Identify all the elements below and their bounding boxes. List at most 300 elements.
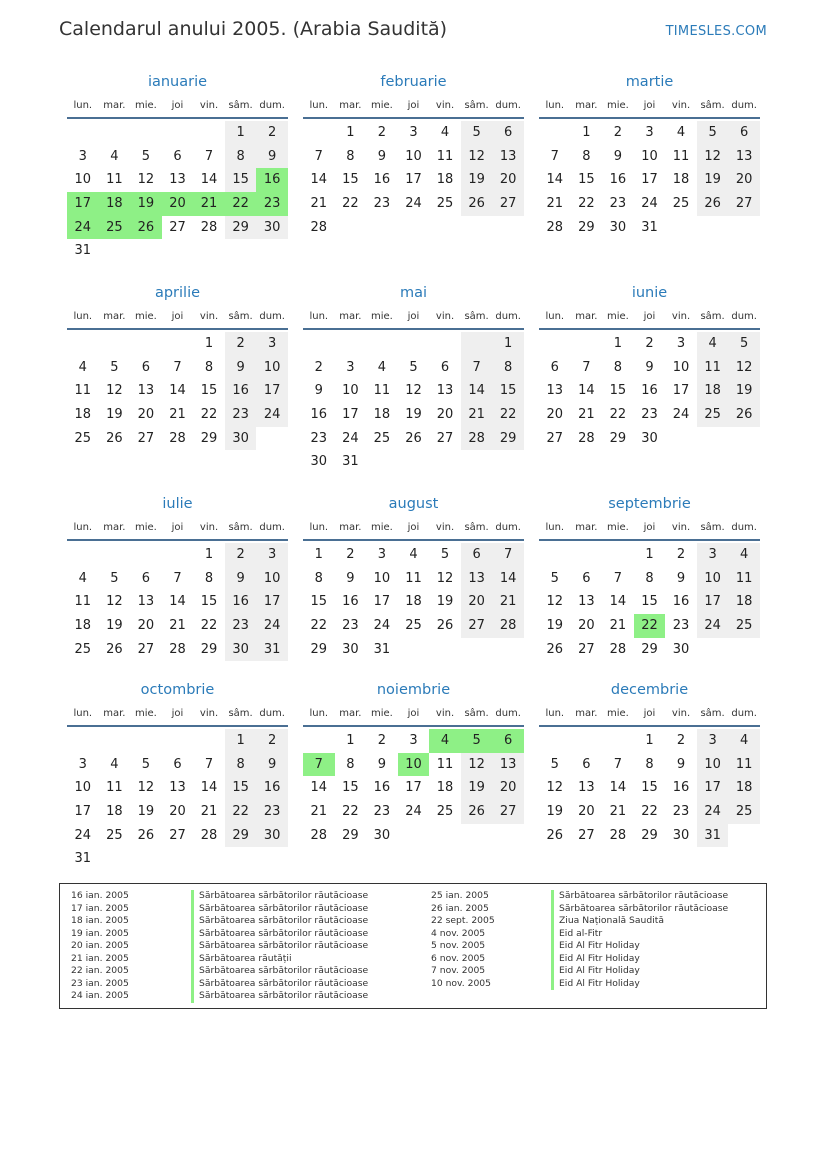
day-cell: 10 xyxy=(373,570,391,586)
day-cell: 18 xyxy=(74,618,92,634)
day-cell: 9 xyxy=(645,359,654,375)
week-row xyxy=(539,824,760,848)
day-cell: 26 xyxy=(106,430,123,446)
day-cell: 8 xyxy=(225,753,257,777)
day-cell: 24 xyxy=(74,827,92,843)
empty-day-cell xyxy=(697,216,729,240)
legend-date: 16 ian. 2005 xyxy=(71,890,129,901)
day-cell: 4 xyxy=(728,729,760,753)
day-cell: 30 xyxy=(256,824,288,848)
empty-day-cell xyxy=(571,332,603,356)
day-cell: 28 xyxy=(546,219,564,235)
site-link[interactable]: TIMESLES.COM xyxy=(665,24,767,39)
weekday-label: mie. xyxy=(370,100,393,111)
empty-day-cell xyxy=(130,847,162,871)
week-row xyxy=(539,567,760,591)
day-cell: 16 xyxy=(641,383,658,399)
day-cell: 15 xyxy=(225,168,257,192)
day-cell: 10 xyxy=(342,383,359,399)
day-cell: 15 xyxy=(492,379,524,403)
month-name: noiembrie xyxy=(376,682,451,698)
day-cell: 25 xyxy=(672,196,690,212)
day-cell: 10 xyxy=(74,172,92,188)
day-cell: 17 xyxy=(405,780,422,796)
day-cell: 16 xyxy=(672,780,690,796)
day-cell: 12 xyxy=(461,145,493,169)
day-cell: 20 xyxy=(492,776,524,800)
legend-holiday-name: Ziua Națională Saudită xyxy=(551,915,664,928)
weekday-label: vin. xyxy=(199,708,219,719)
day-cell: 1 xyxy=(582,125,591,140)
legend-holiday-name: Eid Al Fitr Holiday xyxy=(551,965,640,978)
day-cell: 23 xyxy=(672,804,690,820)
weekday-label: dum. xyxy=(259,311,285,322)
day-cell: 1 xyxy=(645,547,654,562)
day-cell: 21 xyxy=(578,407,595,423)
day-cell: 29 xyxy=(200,430,218,446)
day-cell: 15 xyxy=(609,383,627,399)
weekday-label: dum. xyxy=(259,100,285,111)
day-cell: 18 xyxy=(728,776,760,800)
empty-day-cell xyxy=(303,332,335,356)
week-row xyxy=(539,379,760,403)
weekday-label: joi xyxy=(643,311,656,322)
weekday-header xyxy=(303,306,524,330)
empty-day-cell xyxy=(539,332,571,356)
day-cell: 11 xyxy=(74,594,92,610)
week-row xyxy=(67,638,288,662)
day-cell: 12 xyxy=(546,780,564,796)
day-cell: 26 xyxy=(436,618,454,634)
day-cell: 27 xyxy=(169,219,186,235)
day-cell: 3 xyxy=(78,148,87,164)
day-cell: 6 xyxy=(582,756,591,772)
empty-day-cell xyxy=(303,121,335,145)
legend-date: 7 nov. 2005 xyxy=(431,965,486,976)
day-cell: 6 xyxy=(550,359,559,375)
legend-row xyxy=(60,990,368,1003)
day-cell: 7 xyxy=(492,543,524,567)
empty-day-cell xyxy=(398,638,430,662)
month-ianuarie xyxy=(67,73,288,263)
weekday-label: dum. xyxy=(731,100,757,111)
weekday-label: lun. xyxy=(545,100,565,111)
empty-day-cell xyxy=(697,638,729,662)
day-cell: 28 xyxy=(200,219,218,235)
day-cell: 10 xyxy=(74,780,92,796)
day-cell: 2 xyxy=(256,729,288,753)
empty-day-cell xyxy=(67,543,99,567)
weekday-label: joi xyxy=(407,522,420,533)
week-row xyxy=(539,145,760,169)
legend-date: 24 ian. 2005 xyxy=(71,990,129,1001)
month-name: aprilie xyxy=(154,285,201,301)
week-row xyxy=(303,403,524,427)
day-cell: 14 xyxy=(546,172,564,188)
day-cell: 29 xyxy=(492,427,524,451)
day-cell: 24 xyxy=(342,430,359,446)
day-cell: 7 xyxy=(613,756,623,772)
day-cell: 23 xyxy=(609,196,627,212)
week-row xyxy=(539,168,760,192)
week-row xyxy=(539,121,760,145)
day-cell: 14 xyxy=(609,780,627,796)
day-cell: 21 xyxy=(169,618,186,634)
day-cell: 5 xyxy=(461,121,493,145)
day-cell: 13 xyxy=(492,145,524,169)
day-cell: 27 xyxy=(578,641,595,657)
day-cell: 19 xyxy=(106,618,123,634)
day-cell: 27 xyxy=(492,192,524,216)
day-cell: 2 xyxy=(377,733,387,748)
day-cell: 13 xyxy=(578,594,595,610)
day-cell: 25 xyxy=(728,800,760,824)
week-row xyxy=(539,614,760,638)
legend-date: 23 ian. 2005 xyxy=(71,977,129,989)
weekday-header xyxy=(539,517,760,541)
month-name: octombrie xyxy=(140,682,215,698)
weekday-label: lun. xyxy=(309,100,329,111)
day-cell: 24 xyxy=(405,196,422,212)
day-cell: 26 xyxy=(106,641,123,657)
day-cell: 1 xyxy=(613,336,623,351)
day-cell: 17 xyxy=(641,172,658,188)
weekday-header xyxy=(303,95,524,119)
day-cell: 8 xyxy=(346,756,355,772)
week-row xyxy=(67,192,288,216)
day-cell: 10 xyxy=(405,148,422,164)
day-cell: 24 xyxy=(697,800,729,824)
weekday-label: mie. xyxy=(134,311,157,322)
day-cell: 10 xyxy=(641,148,658,164)
day-cell: 11 xyxy=(106,780,123,796)
day-cell: 20 xyxy=(162,192,194,216)
day-cell: 19 xyxy=(546,618,564,634)
day-cell: 14 xyxy=(578,383,595,399)
weekday-header xyxy=(539,95,760,119)
day-cell: 7 xyxy=(314,148,323,164)
day-cell: 23 xyxy=(373,196,391,212)
day-cell: 21 xyxy=(546,196,564,212)
empty-day-cell xyxy=(225,239,257,263)
week-row xyxy=(303,145,524,169)
day-cell: 22 xyxy=(200,407,218,423)
day-cell: 24 xyxy=(256,403,288,427)
day-cell: 21 xyxy=(492,590,524,614)
legend-holiday-name: Eid Al Fitr Holiday xyxy=(551,978,640,991)
day-cell: 5 xyxy=(728,332,760,356)
day-cell: 19 xyxy=(130,192,162,216)
day-cell: 11 xyxy=(436,148,454,164)
empty-day-cell xyxy=(256,427,288,451)
day-cell: 16 xyxy=(672,594,690,610)
empty-day-cell xyxy=(571,543,603,567)
day-cell: 7 xyxy=(173,570,182,586)
month-februarie xyxy=(303,73,524,239)
day-cell: 18 xyxy=(697,379,729,403)
week-row xyxy=(303,332,524,356)
week-row xyxy=(67,332,288,356)
day-cell: 15 xyxy=(641,594,658,610)
legend-holiday-name: Sărbătoarea sărbătorilor răutăcioase xyxy=(191,940,368,953)
day-cell: 21 xyxy=(310,196,328,212)
week-row xyxy=(539,332,760,356)
day-cell: 11 xyxy=(728,567,760,591)
day-cell: 15 xyxy=(342,780,359,796)
day-cell: 2 xyxy=(676,733,686,748)
weekday-label: vin. xyxy=(671,708,691,719)
day-cell: 1 xyxy=(346,125,355,140)
day-cell: 31 xyxy=(256,638,288,662)
legend-column-right xyxy=(420,890,728,990)
weekday-label: lun. xyxy=(309,311,329,322)
day-cell: 16 xyxy=(373,780,391,796)
day-cell: 8 xyxy=(314,570,323,586)
empty-day-cell xyxy=(130,543,162,567)
day-cell: 14 xyxy=(461,379,493,403)
week-row xyxy=(539,729,760,753)
day-cell: 21 xyxy=(169,407,186,423)
legend-holiday-name: Sărbătoarea sărbătorilor răutăcioase xyxy=(191,928,368,941)
day-cell: 7 xyxy=(204,756,214,772)
day-cell: 26 xyxy=(461,800,493,824)
day-cell: 11 xyxy=(672,148,690,164)
week-row xyxy=(67,239,288,263)
day-cell: 9 xyxy=(225,356,257,380)
legend-row xyxy=(420,953,728,966)
day-cell: 26 xyxy=(546,641,564,657)
day-cell: 22 xyxy=(342,804,359,820)
day-cell: 8 xyxy=(492,356,524,380)
day-cell: 27 xyxy=(137,641,155,657)
day-cell: 30 xyxy=(342,641,359,657)
weekday-label: mie. xyxy=(606,708,629,719)
week-row xyxy=(303,450,524,474)
day-cell: 14 xyxy=(200,172,218,188)
weekday-label: sâm. xyxy=(464,522,489,533)
day-cell: 17 xyxy=(697,590,729,614)
weekday-label: sâm. xyxy=(700,311,725,322)
day-cell: 2 xyxy=(225,332,257,356)
week-row xyxy=(303,638,524,662)
empty-day-cell xyxy=(539,729,571,753)
weekday-label: dum. xyxy=(259,708,285,719)
week-row xyxy=(303,168,524,192)
day-cell: 10 xyxy=(256,356,288,380)
day-cell: 22 xyxy=(578,196,595,212)
day-cell: 20 xyxy=(137,618,155,634)
day-cell: 13 xyxy=(137,383,155,399)
day-cell: 6 xyxy=(440,359,450,375)
legend-date: 5 nov. 2005 xyxy=(431,940,486,951)
day-cell: 25 xyxy=(74,641,92,657)
legend-holiday-name: Sărbătoarea sărbătorilor răutăcioase xyxy=(191,890,368,903)
day-cell: 11 xyxy=(405,570,422,586)
day-cell: 2 xyxy=(676,547,686,562)
weekday-label: mar. xyxy=(103,522,126,533)
day-cell: 4 xyxy=(728,543,760,567)
day-cell: 28 xyxy=(200,827,218,843)
month-decembrie xyxy=(539,681,760,847)
day-cell: 24 xyxy=(672,407,690,423)
weekday-label: joi xyxy=(643,708,656,719)
week-row xyxy=(303,824,524,848)
day-cell: 12 xyxy=(728,356,760,380)
day-cell: 26 xyxy=(728,403,760,427)
empty-day-cell xyxy=(366,450,398,474)
day-cell: 31 xyxy=(697,824,729,848)
empty-day-cell xyxy=(67,121,99,145)
legend-row xyxy=(420,903,728,916)
legend-holiday-name: Sărbătoarea sărbătorilor răutăcioase xyxy=(551,890,728,903)
day-cell: 15 xyxy=(310,594,328,610)
day-cell: 18 xyxy=(99,192,131,216)
week-row xyxy=(303,379,524,403)
day-cell: 11 xyxy=(74,383,92,399)
day-cell: 11 xyxy=(106,172,123,188)
day-cell: 10 xyxy=(697,567,729,591)
day-cell: 15 xyxy=(200,594,218,610)
week-row xyxy=(303,800,524,824)
day-cell: 3 xyxy=(409,733,418,748)
day-cell: 23 xyxy=(225,614,257,638)
day-cell: 27 xyxy=(436,430,454,446)
day-cell: 27 xyxy=(728,192,760,216)
day-cell: 28 xyxy=(578,430,595,446)
empty-day-cell xyxy=(303,729,335,753)
day-cell: 19 xyxy=(461,168,493,192)
day-cell: 7 xyxy=(613,570,623,586)
day-cell: 11 xyxy=(373,383,391,399)
week-row xyxy=(67,590,288,614)
legend-holiday-name: Eid al-Fitr xyxy=(551,928,602,941)
weekday-label: mar. xyxy=(103,708,126,719)
week-row xyxy=(303,543,524,567)
day-cell: 1 xyxy=(492,332,524,356)
weekday-label: mar. xyxy=(575,100,598,111)
month-name: august xyxy=(388,496,439,512)
day-cell: 3 xyxy=(697,729,729,753)
day-cell: 8 xyxy=(613,359,623,375)
empty-day-cell xyxy=(461,332,493,356)
day-cell: 12 xyxy=(697,145,729,169)
day-cell: 11 xyxy=(697,356,729,380)
weekday-label: joi xyxy=(407,100,420,111)
day-cell: 18 xyxy=(436,172,454,188)
day-cell: 5 xyxy=(550,756,559,772)
day-cell: 27 xyxy=(137,430,155,446)
day-cell: 25 xyxy=(74,430,92,446)
day-cell: 6 xyxy=(461,543,493,567)
legend-holiday-name: Sărbătoarea sărbătorilor răutăcioase xyxy=(551,903,728,916)
day-cell: 15 xyxy=(342,172,359,188)
day-cell: 19 xyxy=(137,804,155,820)
day-cell: 22 xyxy=(200,618,218,634)
day-cell: 8 xyxy=(645,756,654,772)
legend-holiday-name: Sărbătoarea sărbătorilor răutăcioase xyxy=(191,978,368,991)
day-cell: 3 xyxy=(697,543,729,567)
day-cell: 19 xyxy=(728,379,760,403)
day-cell: 4 xyxy=(429,729,461,753)
empty-day-cell xyxy=(461,638,493,662)
empty-day-cell xyxy=(398,332,430,356)
day-cell: 24 xyxy=(641,196,658,212)
day-cell: 4 xyxy=(110,148,119,164)
day-cell: 14 xyxy=(169,383,186,399)
empty-day-cell xyxy=(728,427,760,451)
day-cell: 21 xyxy=(609,804,627,820)
day-cell: 20 xyxy=(492,168,524,192)
weekday-label: dum. xyxy=(495,311,521,322)
empty-day-cell xyxy=(398,216,430,240)
weekday-label: mar. xyxy=(339,311,362,322)
day-cell: 16 xyxy=(225,379,257,403)
empty-day-cell xyxy=(67,729,99,753)
legend-date: 25 ian. 2005 xyxy=(431,890,489,901)
day-cell: 3 xyxy=(78,756,87,772)
day-cell: 22 xyxy=(310,618,328,634)
day-cell: 25 xyxy=(728,614,760,638)
day-cell: 28 xyxy=(310,827,328,843)
day-cell: 18 xyxy=(436,780,454,796)
day-cell: 4 xyxy=(409,547,418,562)
weekday-label: mar. xyxy=(103,311,126,322)
weekday-label: mie. xyxy=(606,311,629,322)
day-cell: 7 xyxy=(204,148,214,164)
day-cell: 5 xyxy=(461,729,493,753)
day-cell: 14 xyxy=(200,780,218,796)
weekday-label: dum. xyxy=(731,708,757,719)
day-cell: 10 xyxy=(398,753,430,777)
weekday-label: dum. xyxy=(495,522,521,533)
day-cell: 29 xyxy=(225,824,257,848)
day-cell: 8 xyxy=(204,570,214,586)
empty-day-cell xyxy=(99,543,131,567)
day-cell: 6 xyxy=(492,729,524,753)
empty-day-cell xyxy=(162,543,194,567)
day-cell: 8 xyxy=(225,145,257,169)
day-cell: 17 xyxy=(373,594,391,610)
day-cell: 6 xyxy=(582,570,591,586)
day-cell: 20 xyxy=(728,168,760,192)
day-cell: 31 xyxy=(74,243,92,259)
empty-day-cell xyxy=(193,239,225,263)
day-cell: 1 xyxy=(346,733,355,748)
week-row xyxy=(67,567,288,591)
legend-date: 18 ian. 2005 xyxy=(71,915,129,926)
day-cell: 7 xyxy=(303,753,335,777)
weekday-label: dum. xyxy=(259,522,285,533)
day-cell: 13 xyxy=(169,172,186,188)
empty-day-cell xyxy=(130,332,162,356)
day-cell: 6 xyxy=(728,121,760,145)
day-cell: 22 xyxy=(342,196,359,212)
day-cell: 25 xyxy=(106,827,123,843)
weekday-label: vin. xyxy=(671,311,691,322)
day-cell: 21 xyxy=(461,403,493,427)
day-cell: 21 xyxy=(193,192,225,216)
weekday-label: lun. xyxy=(309,522,329,533)
weekday-label: vin. xyxy=(435,708,455,719)
day-cell: 18 xyxy=(373,407,391,423)
day-cell: 14 xyxy=(310,172,328,188)
day-cell: 5 xyxy=(440,547,450,562)
empty-day-cell xyxy=(602,543,634,567)
week-row xyxy=(539,427,760,451)
week-row xyxy=(303,590,524,614)
day-cell: 5 xyxy=(110,359,119,375)
month-iulie xyxy=(67,495,288,661)
